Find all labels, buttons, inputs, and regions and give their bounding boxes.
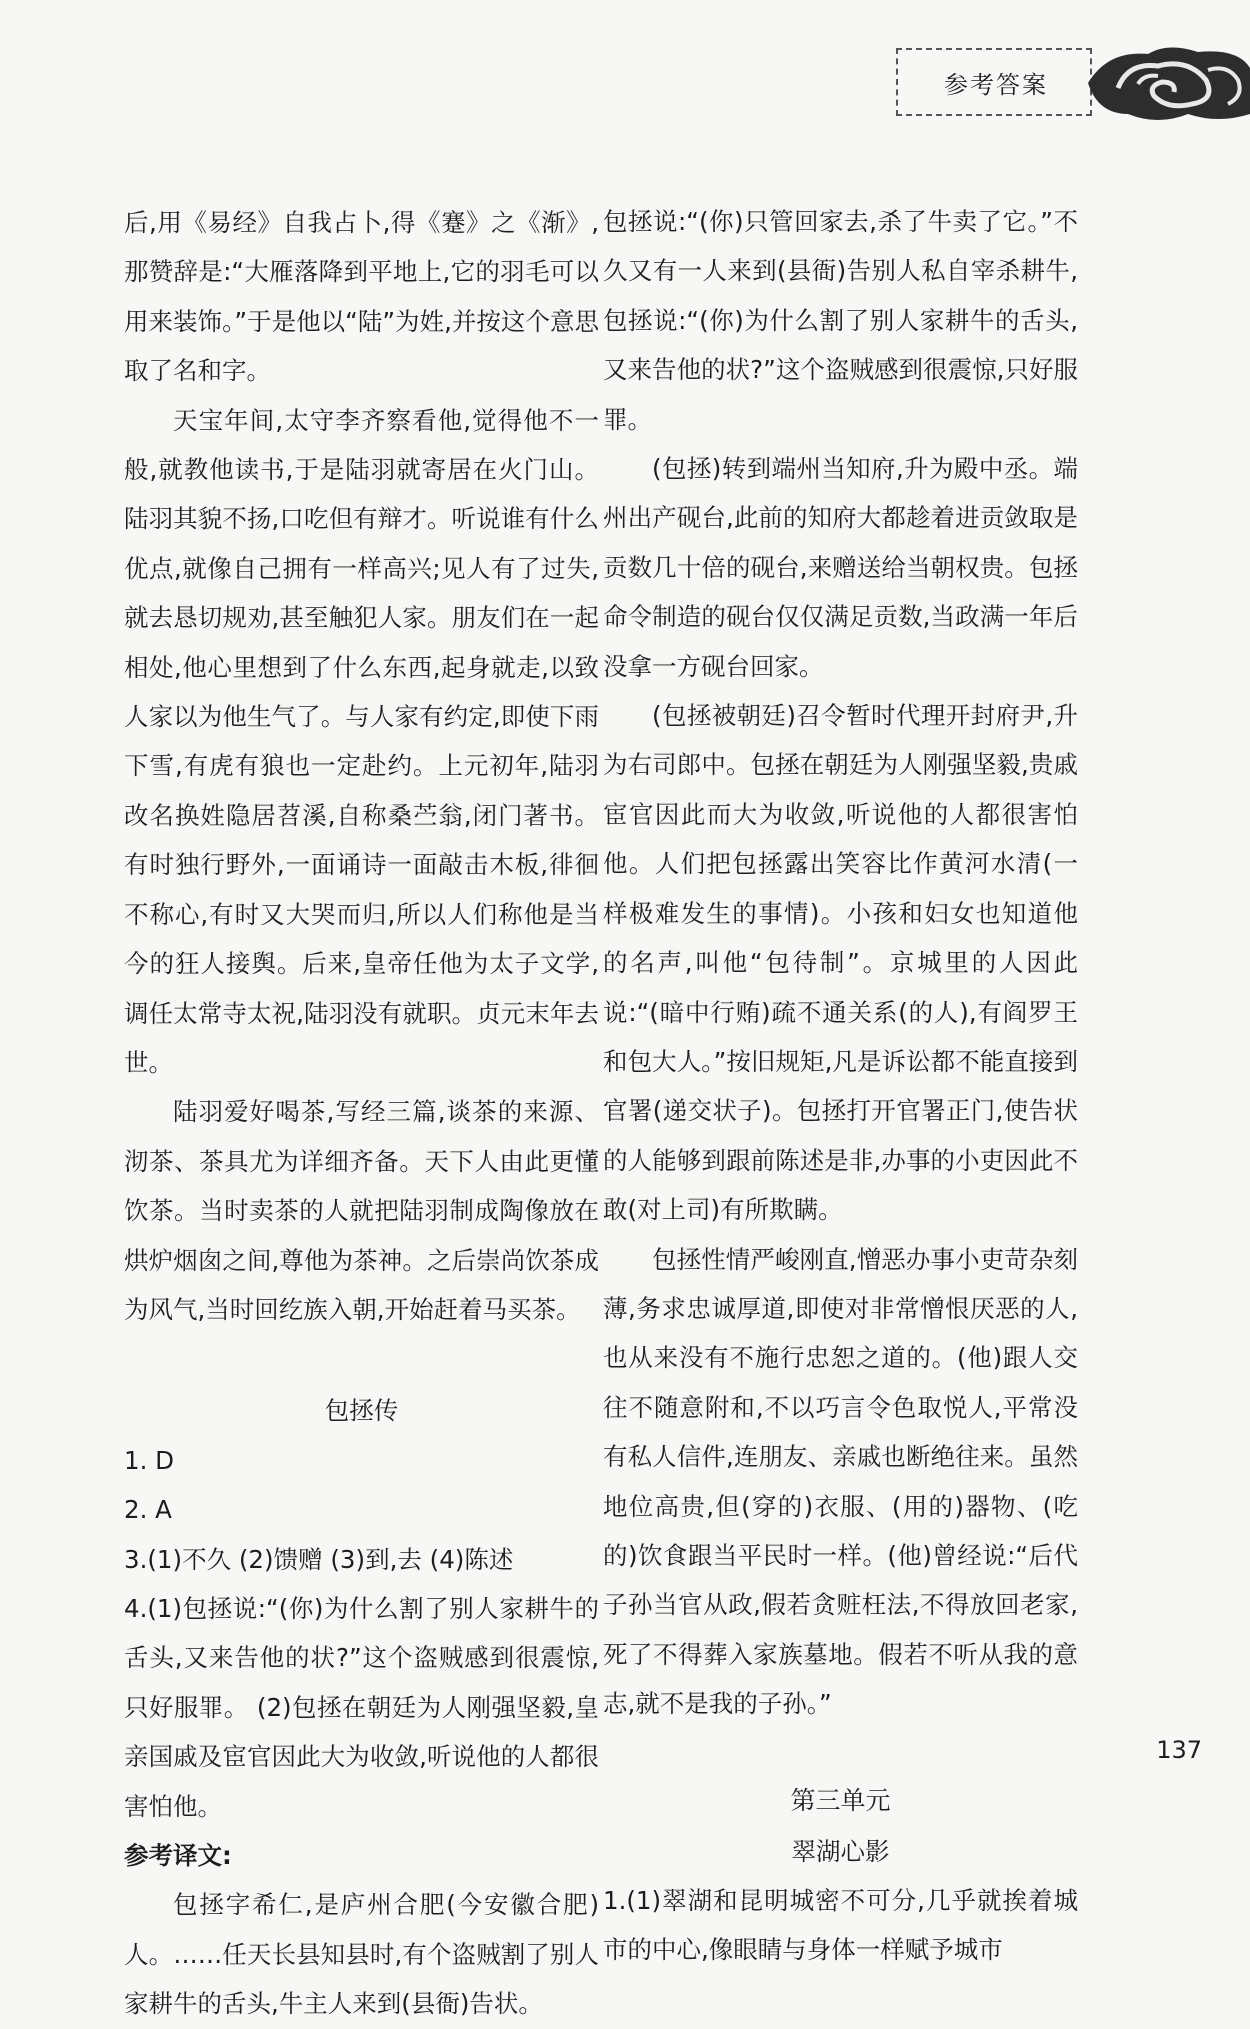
paragraph: (包拯)转到端州当知府,升为殿中丞。端州出产砚台,此前的知府大都趁着进贡敛取是贡数几十倍的砚台,来赠送给当朝权贵。包拯命令制造的砚台仅仅满足贡数,当政满一年后没拿一方砚台回家。 [603,454,1078,681]
answer-item: 3.(1)不久 (2)馈赠 (3)到,去 (4)陈述 [124,1544,514,1574]
answer-item: 1. D [124,1445,175,1475]
paragraph: 包拯说:“(你)只管回家去,杀了牛卖了它。”不久又有一人来到(县衙)告别人私自宰杀耕牛,包拯说:“(你)为什么割了别人家耕牛的舌头,又来告他的状?”这个盗贼感到很震惊,只好服罪。 [603,207,1078,434]
translation-text: 包拯字希仁,是庐州合肥(今安徽合肥)人。……任天长县知县时,有个盗贼割了别人家耕牛的舌头,牛主人来到(县衙)告状。 [124,1890,599,2019]
paragraph: 天宝年间,太守李齐察看他,觉得他不一般,就教他读书,于是陆羽就寄居在火门山。陆羽其貌不扬,口吃但有辩才。听说谁有什么优点,就像自己拥有一样高兴;见人有了过失,就去恳切规劝,甚至触犯人家。朋友们在一起相处,他心里想到了什么东西,起身就走,以致人家以为他生气了。与人家有约定,即使下雨下雪,有虎有狼也一定赴约。上元初年,陆羽改名换姓隐居苕溪,自称桑苎翁,闭门著书。有时独行野外,一面诵诗一面敲击木板,徘徊不称心,有时又大哭而归,所以人们称他是当今的狂人接舆。后来,皇帝任他为太子文学,调任太常寺太祝,陆羽没有就职。贞元末年去世。 [124,405,599,1077]
answer-item: 2. A [124,1495,172,1525]
answer-item: 4.(1)包拯说:“(你)为什么割了别人家耕牛的舌头,又来告他的状?”这个盗贼感到很震惊,只好服罪。 (2)包拯在朝廷为人刚强坚毅,皇亲国戚及宦官因此大为收敛,听说他的人都很害怕他。 [124,1593,599,1821]
left-column [124,198,599,2029]
paragraph: 包拯性情严峻刚直,憎恶办事小吏苛杂刻薄,务求忠诚厚道,即使对非常憎恨厌恶的人,也从来没有不施行忠恕之道的。(他)跟人交往不随意附和,不以巧言令色取悦人,平常没有私人信件,连朋友、亲戚也断绝往来。虽然地位高贵,但(穿的)衣服、(用的)器物、(吃的)饮食跟当平民时一样。(他)曾经说:“后代子孙当官从政,假若贪赃枉法,不得放回老家,死了不得葬入家族墓地。假若不听从我的意志,就不是我的子孙。” [603,1244,1078,1719]
header-answer-box [896,48,1092,116]
unit-title: 第三单元 [790,1785,891,1815]
section-title: 翠湖心影 [791,1836,890,1866]
spacer [124,1334,599,1386]
answer-item: 1.(1)翠湖和昆明城密不可分,几乎就挨着城市的中心,像眼睛与身体一样赋予城市 [603,1886,1078,1965]
page-number: 137 [1156,1736,1202,1764]
translation-label: 参考译文: [124,1841,232,1870]
paragraph: (包拯被朝廷)召令暂时代理开封府尹,升为右司郎中。包拯在朝廷为人刚强坚毅,贵戚宦官因此而大为收敛,听说他的人都很害怕他。人们把包拯露出笑容比作黄河水清(一样极难发生的事情)。小孩和妇女也知道他的名声,叫他“包待制”。京城里的人因此说:“(暗中行贿)疏不通关系(的人),有阎罗王和包大人。”按旧规矩,凡是诉讼都不能直接到官署(递交状子)。包拯打开官署正门,使告状的人能够到跟前陈述是非,办事的小吏因此不敢(对上司)有所欺瞒。 [603,701,1078,1225]
right-column [603,197,1078,1975]
paragraph: 后,用《易经》自我占卜,得《蹇》之《渐》,那赞辞是:“大雁落降到平地上,它的羽毛可以用来装饰。”于是他以“陆”为姓,并按这个意思取了名和字。 [124,208,599,386]
paragraph: 陆羽爱好喝茶,写经三篇,谈茶的来源、沏茶、茶具尤为详细齐备。天下人由此更懂饮茶。当时卖茶的人就把陆羽制成陶像放在烘炉烟囱之间,尊他为茶神。之后崇尚饮茶成为风气,当时回纥族入朝,开始赶着马买茶。 [124,1097,599,1324]
header-label: 参考答案 [944,70,1048,99]
section-title: 包拯传 [324,1396,399,1426]
cloud-ornament-icon [1088,44,1250,122]
